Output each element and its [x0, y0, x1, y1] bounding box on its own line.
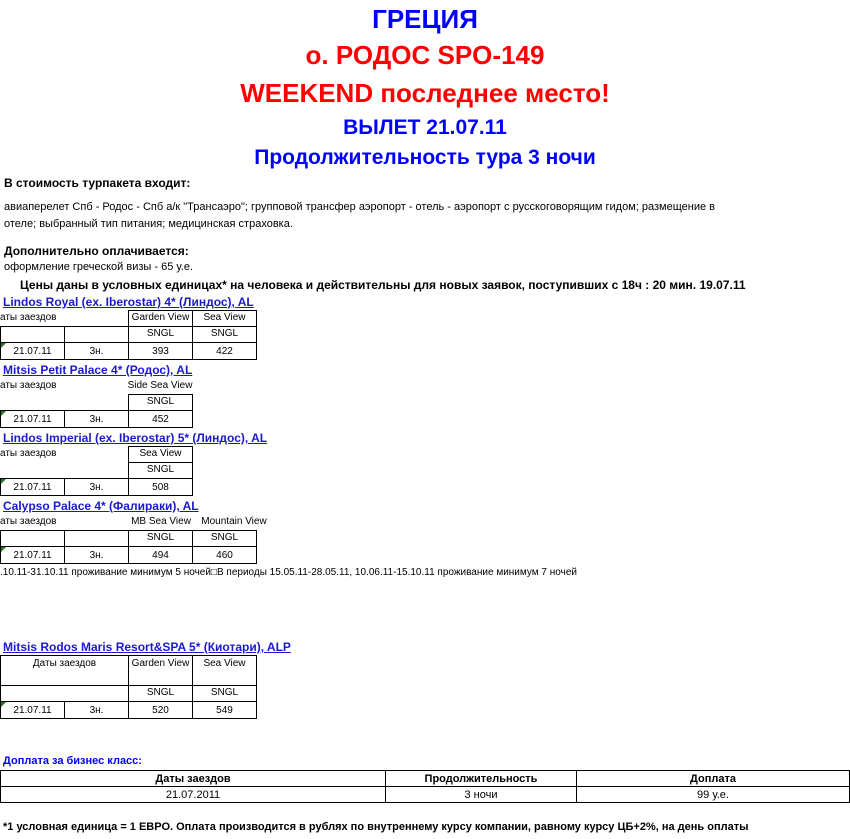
- empty-cell: [0, 326, 65, 343]
- nights-cell: 3н.: [64, 478, 129, 496]
- empty-cell: [64, 326, 129, 343]
- footnote: *1 условная единица = 1 ЕВРО. Оплата производится в рублях по внутреннему курсу компании, равному курсу ЦБ+2%, на день оплаты: [3, 821, 749, 833]
- room-type: Sea View: [128, 446, 193, 463]
- business-duration: 3 ночи: [386, 787, 577, 803]
- room-type: Sea View: [192, 310, 257, 327]
- nights-cell: 3н.: [64, 342, 129, 360]
- business-title: Доплата за бизнес класс:: [3, 755, 142, 767]
- extra-item: оформление греческой визы - 65 у.е.: [4, 261, 194, 273]
- price-cell: 549: [192, 701, 257, 719]
- price-cell: 494: [128, 546, 193, 564]
- includes-line-2: отеле; выбранный тип питания; медицинская страховка.: [4, 218, 293, 230]
- accommodation-type: SNGL: [128, 530, 193, 547]
- business-date: 21.07.2011: [1, 787, 386, 803]
- empty-cell: [64, 311, 128, 326]
- price-cell: 452: [128, 410, 193, 428]
- dates-header: аты заездов: [0, 448, 57, 459]
- dates-header: аты заездов: [0, 312, 57, 323]
- date-cell: 21.07.11: [0, 546, 65, 564]
- price-cell: 422: [192, 342, 257, 360]
- hotel-name-lindos-royal[interactable]: Lindos Royal (ex. Iberostar) 4* (Линдос), AL: [3, 295, 254, 309]
- accommodation-type: SNGL: [192, 685, 257, 702]
- cell-marker-icon: [1, 547, 6, 552]
- hotel-name-mitsis-petit[interactable]: Mitsis Petit Palace 4* (Родос), AL: [3, 363, 193, 377]
- room-type: Sea View: [192, 655, 257, 686]
- table-row: [1, 787, 850, 803]
- room-type: Garden View: [128, 655, 193, 686]
- empty-cell: [0, 685, 129, 702]
- accommodation-type: SNGL: [128, 685, 193, 702]
- nights-cell: 3н.: [64, 701, 129, 719]
- business-col-surcharge: Доплата: [577, 771, 850, 787]
- cell-marker-icon: [1, 343, 6, 348]
- dates-header: аты заездов: [0, 380, 57, 391]
- title-duration: Продолжительность тура 3 ночи: [254, 146, 596, 169]
- title-island: о. РОДОС SPO-149: [305, 40, 545, 70]
- dates-header: аты заездов: [0, 516, 57, 527]
- business-surcharge: 99 у.е.: [577, 787, 850, 803]
- room-type: Garden View: [128, 310, 193, 327]
- dates-header: Даты заездов: [0, 655, 129, 686]
- title-departure: ВЫЛЕТ 21.07.11: [343, 116, 507, 139]
- price-cell: 393: [128, 342, 193, 360]
- cell-marker-icon: [1, 479, 6, 484]
- title-country: ГРЕЦИЯ: [372, 4, 478, 34]
- price-cell: 520: [128, 701, 193, 719]
- nights-cell: 3н.: [64, 546, 129, 564]
- accommodation-type: SNGL: [128, 394, 193, 411]
- business-col-duration: Продолжительность: [386, 771, 577, 787]
- stay-conditions-note: .10.11-31.10.11 проживание минимум 5 ночей□В периоды 15.05.11-28.05.11, 10.06.11-15.10.11 проживание минимум 7 ночей: [0, 567, 577, 578]
- empty-cell: [64, 530, 129, 547]
- title-promo: WEEKEND последнее место!: [240, 78, 610, 108]
- room-type: Side Sea View: [127, 380, 193, 391]
- cell-marker-icon: [1, 702, 6, 707]
- nights-cell: 3н.: [64, 410, 129, 428]
- price-cell: 508: [128, 478, 193, 496]
- room-type: Mountain View: [201, 516, 267, 527]
- date-cell: 21.07.11: [0, 701, 65, 719]
- accommodation-type: SNGL: [128, 462, 193, 479]
- hotel-name-mitsis-rodos-maris[interactable]: Mitsis Rodos Maris Resort&SPA 5* (Киотари), ALP: [3, 640, 291, 654]
- date-cell: 21.07.11: [0, 342, 65, 360]
- price-cell: 460: [192, 546, 257, 564]
- includes-title: В стоимость турпакета входит:: [4, 176, 191, 190]
- extra-title: Дополнительно оплачивается:: [4, 244, 189, 258]
- accommodation-type: SNGL: [128, 326, 193, 343]
- date-cell: 21.07.11: [0, 410, 65, 428]
- accommodation-type: SNGL: [192, 326, 257, 343]
- date-cell: 21.07.11: [0, 478, 65, 496]
- room-type: MB Sea View: [131, 516, 191, 527]
- business-table: [0, 770, 850, 803]
- business-header-row: [1, 771, 850, 787]
- accommodation-type: SNGL: [192, 530, 257, 547]
- cell-marker-icon: [1, 411, 6, 416]
- prices-note: Цены даны в условных единицах* на человека и действительны для новых заявок, поступивших с 18ч : 20 мин. 19.07.11: [20, 278, 746, 292]
- empty-cell: [0, 530, 65, 547]
- includes-line-1: авиаперелет Спб - Родос - Спб а/к "Трансаэро"; групповой трансфер аэропорт - отель - аэропорт с русскоговорящим гидом; размещение в: [4, 201, 715, 213]
- hotel-name-calypso-palace[interactable]: Calypso Palace 4* (Фалираки), AL: [3, 499, 199, 513]
- hotel-name-lindos-imperial[interactable]: Lindos Imperial (ex. Iberostar) 5* (Линдос), AL: [3, 431, 268, 445]
- business-col-dates: Даты заездов: [1, 771, 386, 787]
